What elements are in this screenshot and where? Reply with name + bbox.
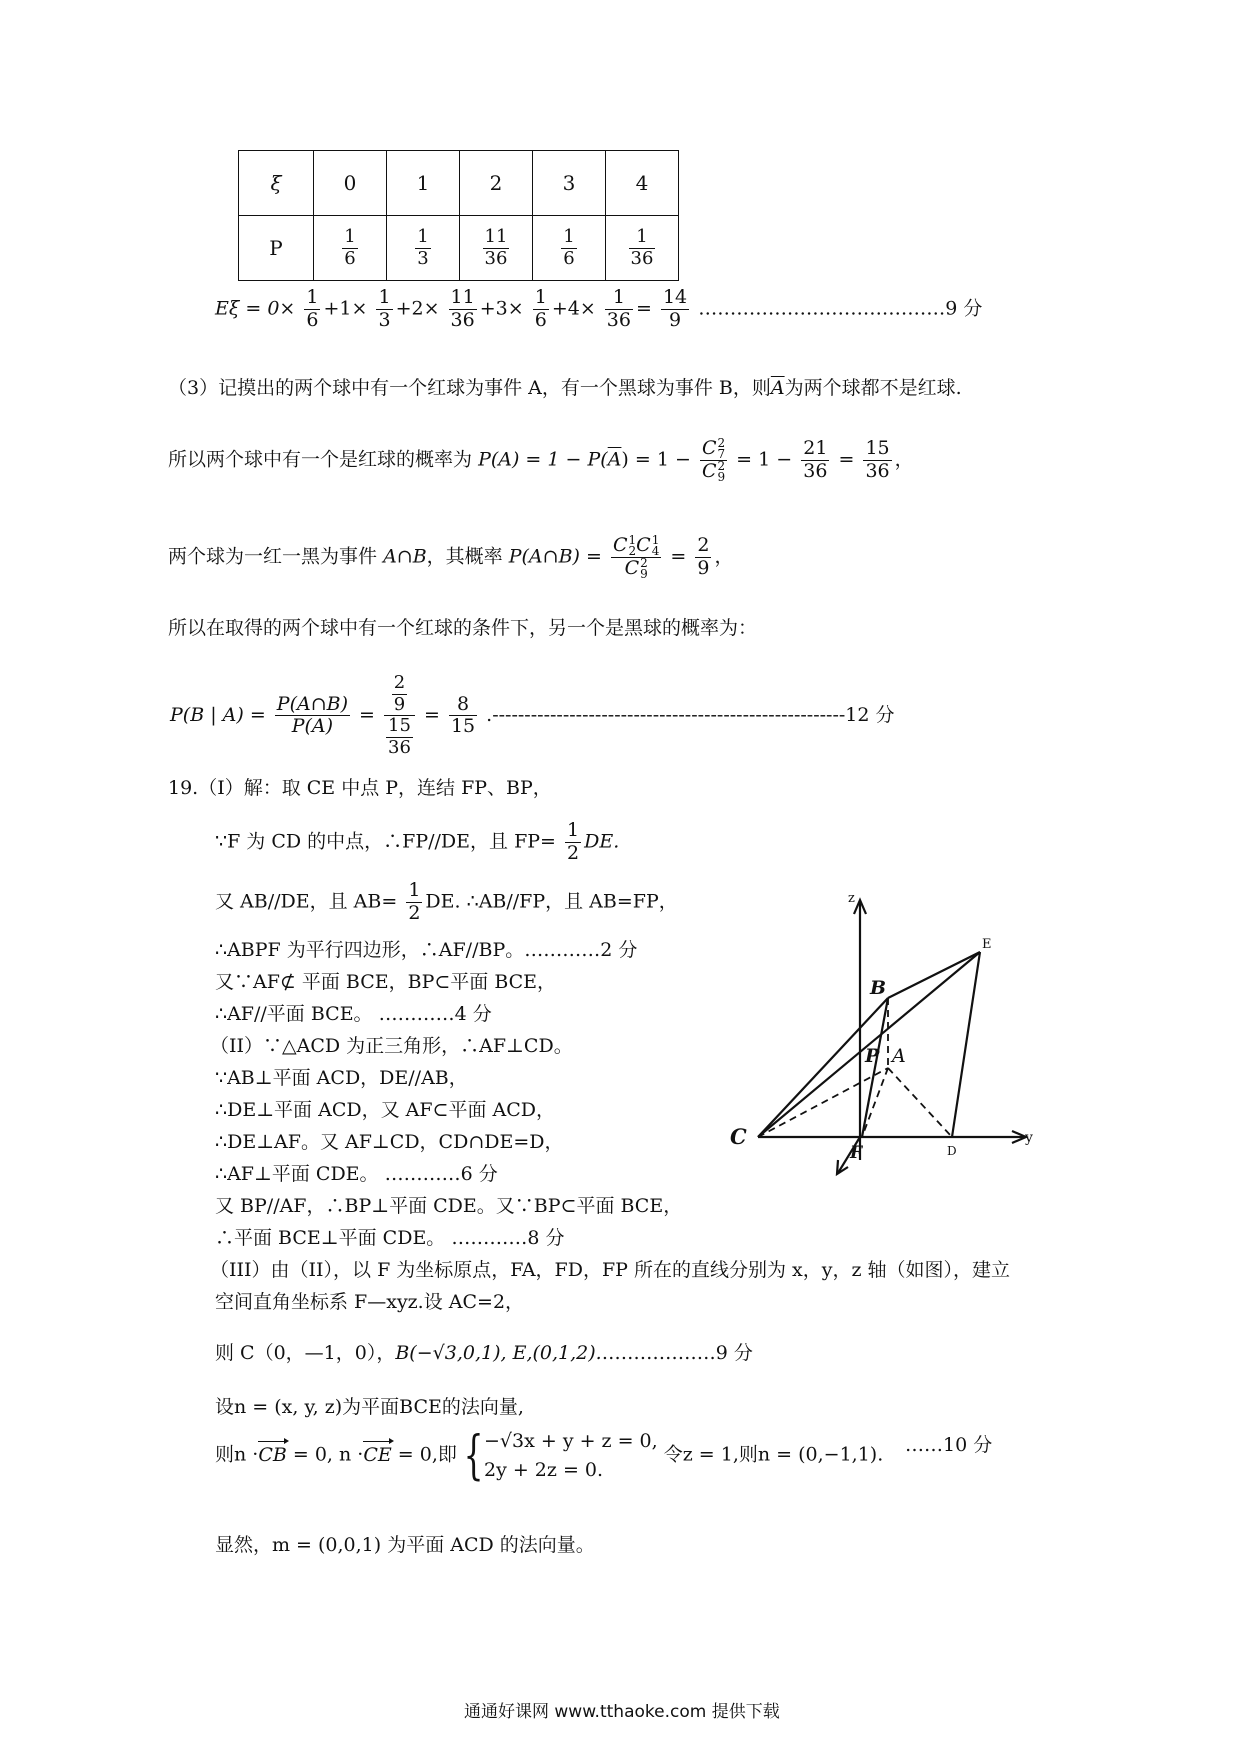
q19-line19: 显然，m = (0,0,1) 为平面 ACD 的法向量。 — [215, 1534, 595, 1556]
label-z: z — [848, 891, 855, 906]
expectation-line: Eξ = 0× $\frac{1}{6}$ +1× $\frac{1}{3}$ +2× $\frac{11}{36}$ +3× $\frac{1}{6}$ +4× $\frac{1}{36}$ = $\frac{14}{9}$ …………………………………9 分 — [215, 286, 983, 331]
table-header-cell: 3 — [533, 151, 606, 216]
q19-line7: （II）∵△ACD 为正三角形，∴AF⊥CD。 — [210, 1035, 573, 1057]
q19-line5: 又∵AF⊄ 平面 BCE，BP⊂平面 BCE， — [215, 971, 557, 993]
table-header-cell: 1 — [387, 151, 460, 216]
q19-line3: 又 AB//DE，且 AB= $\frac{1}{2}$ DE. ∴AB//FP，且 AB=FP， — [215, 879, 678, 924]
q19-line9: ∴DE⊥平面 ACD，又 AF⊂平面 ACD， — [215, 1099, 555, 1121]
distribution-table — [238, 150, 679, 281]
label-F: F — [850, 1143, 863, 1163]
score: …………………………………9 分 — [698, 297, 983, 320]
edge-BF — [862, 998, 888, 1137]
label-B: B — [870, 977, 887, 999]
table-header-cell: 4 — [606, 151, 679, 216]
label-y: y — [1025, 1130, 1033, 1146]
table-header-xi: ξ — [239, 151, 314, 216]
q19-line16: 则 C（0，—1，0），B(−√3,0,1), E,(0,1,2).………………9 分 — [215, 1342, 753, 1364]
q19-line8: ∵AB⊥平面 ACD，DE//AB， — [215, 1067, 468, 1089]
part3-line4: 所以在取得的两个球中有一个红球的条件下，另一个是黑球的概率为： — [168, 617, 758, 639]
table-cell: $\frac{1}{36}$ — [606, 216, 679, 281]
q19-line15: 空间直角坐标系 F—xyz.设 AC=2， — [215, 1291, 525, 1313]
footer-text: 通通好课网 www.tthaoke.com 提供下载 — [464, 1702, 780, 1722]
part3-line1: （3）记摸出的两个球中有一个红球为事件 A，有一个黑球为事件 B，则$\overline{A}$为两个球都不是红球. — [168, 377, 962, 399]
coordinate-figure — [720, 890, 1040, 1180]
table-cell: $\frac{1}{6}$ — [314, 216, 387, 281]
table-cell: $\frac{1}{3}$ — [387, 216, 460, 281]
q19-line6: ∴AF//平面 BCE。 …………4 分 — [215, 1003, 492, 1025]
label-A: A — [892, 1045, 906, 1067]
q19-line4: ∴ABPF 为平行四边形，∴AF//BP。…………2 分 — [215, 939, 638, 961]
edge-ED — [952, 952, 980, 1137]
edge-AF — [862, 1068, 888, 1137]
edge-AD — [888, 1068, 952, 1137]
label-P: P — [865, 1045, 880, 1067]
table-header-cell: 0 — [314, 151, 387, 216]
q19-line17: 设n = (x, y, z)为平面BCE的法向量, — [215, 1396, 524, 1418]
q19-line13: ∴平面 BCE⊥平面 CDE。 …………8 分 — [215, 1227, 565, 1249]
q19-line14: （III）由（II），以 F 为坐标原点，FA，FD，FP 所在的直线分别为 x，y，z 轴（如图），建立 — [210, 1259, 1011, 1281]
part3-line2: 所以两个球中有一个是红球的概率为 $P(A) = 1 - P(\overline{A}) = 1$ − C 2 7 C 2 9 = 1 − $\frac{21}{36}$ = $\frac{15}{36}$ ， — [168, 436, 914, 484]
q19-line12: 又 BP//AF，∴BP⊥平面 CDE。又∵BP⊂平面 BCE， — [215, 1195, 683, 1217]
table-cell: $\frac{1}{6}$ — [533, 216, 606, 281]
q19-line1: 19.（I）解：取 CE 中点 P，连结 FP、BP， — [168, 777, 552, 799]
part3-line3: 两个球为一红一黑为事件 A∩B，其概率 P(A∩B) = C 1 2 C 1 4 C 2 9 = $\frac{2}{9}$ ， — [168, 533, 734, 581]
q19-line18: 则n ·CB = 0, n ·CE = 0,即 { −√3x + y + z = 0, 2y + 2z = 0. 令z = 1,则n = (0,−1,1). — [215, 1425, 884, 1486]
q19-line10: ∴DE⊥AF。又 AF⊥CD，CD∩DE=D， — [215, 1131, 564, 1153]
label-C: C — [730, 1124, 747, 1149]
score: ……10 分 — [905, 1434, 993, 1456]
table-cell: $\frac{11}{36}$ — [460, 216, 533, 281]
q19-line11: ∴AF⊥平面 CDE。 …………6 分 — [215, 1163, 498, 1185]
score: .-------------------------------------------------------12 分 — [486, 703, 895, 726]
edge-CB — [758, 998, 888, 1137]
q19-line2: ∵F 为 CD 的中点，∴FP//DE，且 FP= $\frac{1}{2}$ DE. — [215, 819, 620, 864]
table-header-cell: 2 — [460, 151, 533, 216]
conditional-probability-line: P(B | A) = $\frac{P(A\cap B)}{P(A)}$ = $\frac{\frac{2}{9}}{\frac{15}{36}}$ = $\frac{8}{15}$ .-------------------------------------------------------12 分 — [170, 672, 895, 759]
label-D: D — [947, 1144, 957, 1158]
table-row-label: P — [239, 216, 314, 281]
label-E: E — [982, 937, 992, 952]
